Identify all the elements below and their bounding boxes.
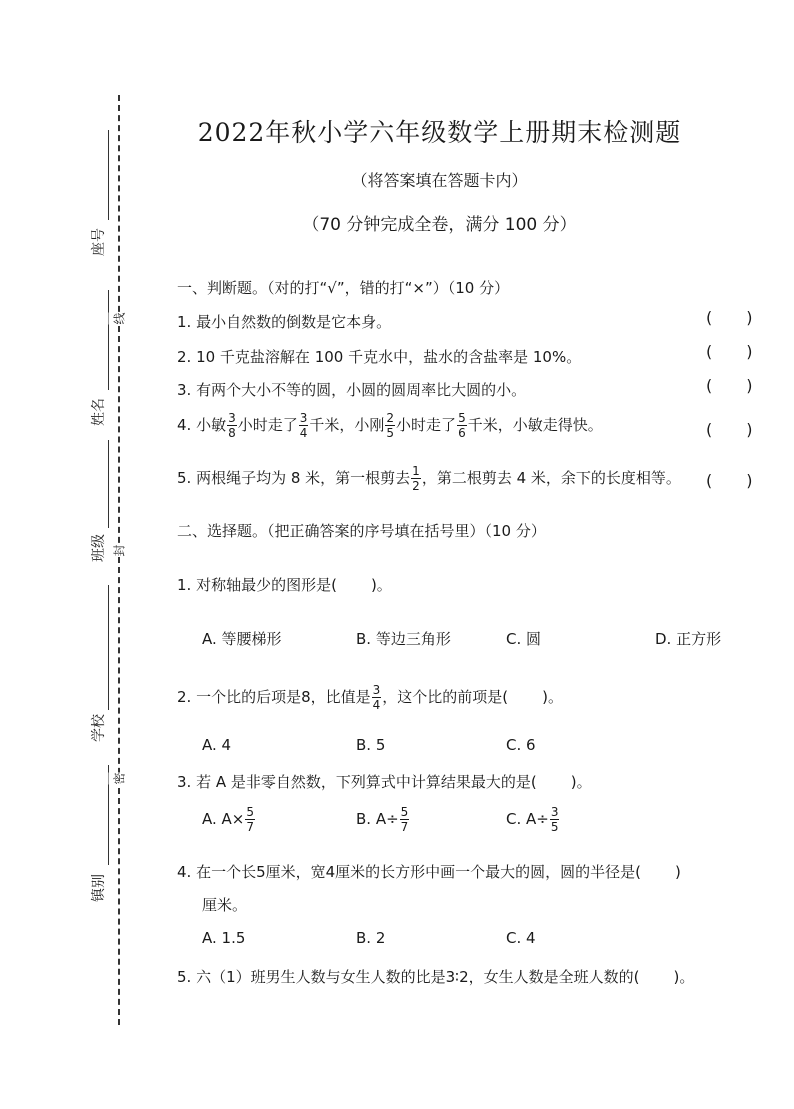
fraction: $\frac{5}{6}$: [458, 411, 466, 440]
binding-tag-seal: 封: [109, 544, 130, 556]
binding-tag-line: 线: [109, 312, 130, 324]
s2-q4-option-a: A. 1.5: [202, 929, 246, 947]
fraction: $\frac{3}{5}$: [550, 805, 559, 834]
binding-line-school: [108, 585, 109, 710]
binding-line-name: [108, 290, 109, 390]
s2-q1-option-c: C. 圆: [506, 630, 542, 648]
binding-label-town: 镇别: [91, 874, 107, 902]
binding-line-class: [108, 440, 109, 528]
s2-question-3: 3. 若 A 是非零自然数，下列算式中计算结果最大的是( )。: [177, 773, 592, 791]
binding-label-class: 班级: [91, 534, 107, 562]
fraction: $\frac{5}{7}$: [400, 805, 409, 834]
binding-label-seat: 座号: [91, 228, 107, 256]
s2-question-5: 5. 六（1）班男生人数与女生人数的比是3∶2，女生人数是全班人数的( )。: [177, 968, 695, 986]
exam-title: 2022年秋小学六年级数学上册期末检测题: [197, 118, 682, 147]
s1-q3-answer-blank[interactable]: ( ): [706, 376, 753, 395]
fraction: $\frac{3}{4}$: [299, 411, 308, 440]
section1-heading: 一、判断题。（对的打“√”，错的打“×”）（10 分）: [177, 279, 510, 297]
s2-q1-option-a: A. 等腰梯形: [202, 630, 282, 648]
s2-q3-option-c: C. A÷ $\frac{3}{5}$: [506, 805, 559, 834]
s1-q4-answer-blank[interactable]: ( ): [706, 420, 753, 439]
s2-question-1: 1. 对称轴最少的图形是( )。: [177, 576, 392, 594]
s2-q2-option-b: B. 5: [356, 736, 386, 754]
s2-q4-option-c: C. 4: [506, 929, 536, 947]
binding-label-name: 姓名: [91, 398, 107, 426]
section2-heading: 二、选择题。（把正确答案的序号填在括号里）（10 分）: [177, 522, 546, 540]
s2-q3-option-b: B. A÷ $\frac{5}{7}$: [356, 805, 409, 834]
s2-question-4-line2: 厘米。: [202, 896, 248, 914]
fraction: $\frac{3}{4}$: [372, 683, 381, 712]
s1-question-5: 5. 两根绳子均为 8 米，第一根剪去 $\frac{1}{2}$ ，第二根剪去 4 米，余下的长度相等。: [177, 464, 681, 493]
s2-q2-option-c: C. 6: [506, 736, 536, 754]
fraction: $\frac{1}{2}$: [412, 464, 420, 493]
s1-question-2: 2. 10 千克盐溶解在 100 千克水中，盐水的含盐率是 10%。: [177, 348, 582, 366]
fraction: $\frac{3}{8}$: [228, 411, 236, 440]
s1-q2-answer-blank[interactable]: ( ): [706, 342, 753, 361]
s1-question-4: 4. 小敏 $\frac{3}{8}$ 小时走了 $\frac{3}{4}$ 千米，小刚 $\frac{2}{5}$ 小时走了 $\frac{5}{6}$ 千米，小敏走得快。: [177, 411, 603, 440]
binding-tag-secret: 密: [109, 772, 130, 784]
exam-note: （将答案填在答题卡内）: [351, 171, 528, 190]
exam-time-note: （70 分钟完成全卷，满分 100 分）: [302, 215, 577, 235]
s2-q2-option-a: A. 4: [202, 736, 232, 754]
s2-q3-option-a: A. A× $\frac{5}{7}$: [202, 805, 255, 834]
s1-question-1: 1. 最小自然数的倒数是它本身。: [177, 313, 392, 331]
s2-q1-option-d: D. 正方形: [655, 630, 722, 648]
s2-question-4: 4. 在一个长5厘米，宽4厘米的长方形中画一个最大的圆，圆的半径是( ): [177, 863, 681, 881]
fraction: $\frac{2}{5}$: [386, 411, 395, 440]
s2-question-2: 2. 一个比的后项是8，比值是 $\frac{3}{4}$ ，这个比的前项是( )。: [177, 683, 563, 712]
s1-question-3: 3. 有两个大小不等的圆，小圆的圆周率比大圆的小。: [177, 381, 527, 399]
s2-q1-option-b: B. 等边三角形: [356, 630, 451, 648]
s1-q5-answer-blank[interactable]: ( ): [706, 471, 753, 490]
s2-q4-option-b: B. 2: [356, 929, 386, 947]
fraction: $\frac{5}{7}$: [246, 805, 255, 834]
s1-q1-answer-blank[interactable]: ( ): [706, 308, 753, 327]
binding-label-school: 学校: [91, 714, 107, 742]
